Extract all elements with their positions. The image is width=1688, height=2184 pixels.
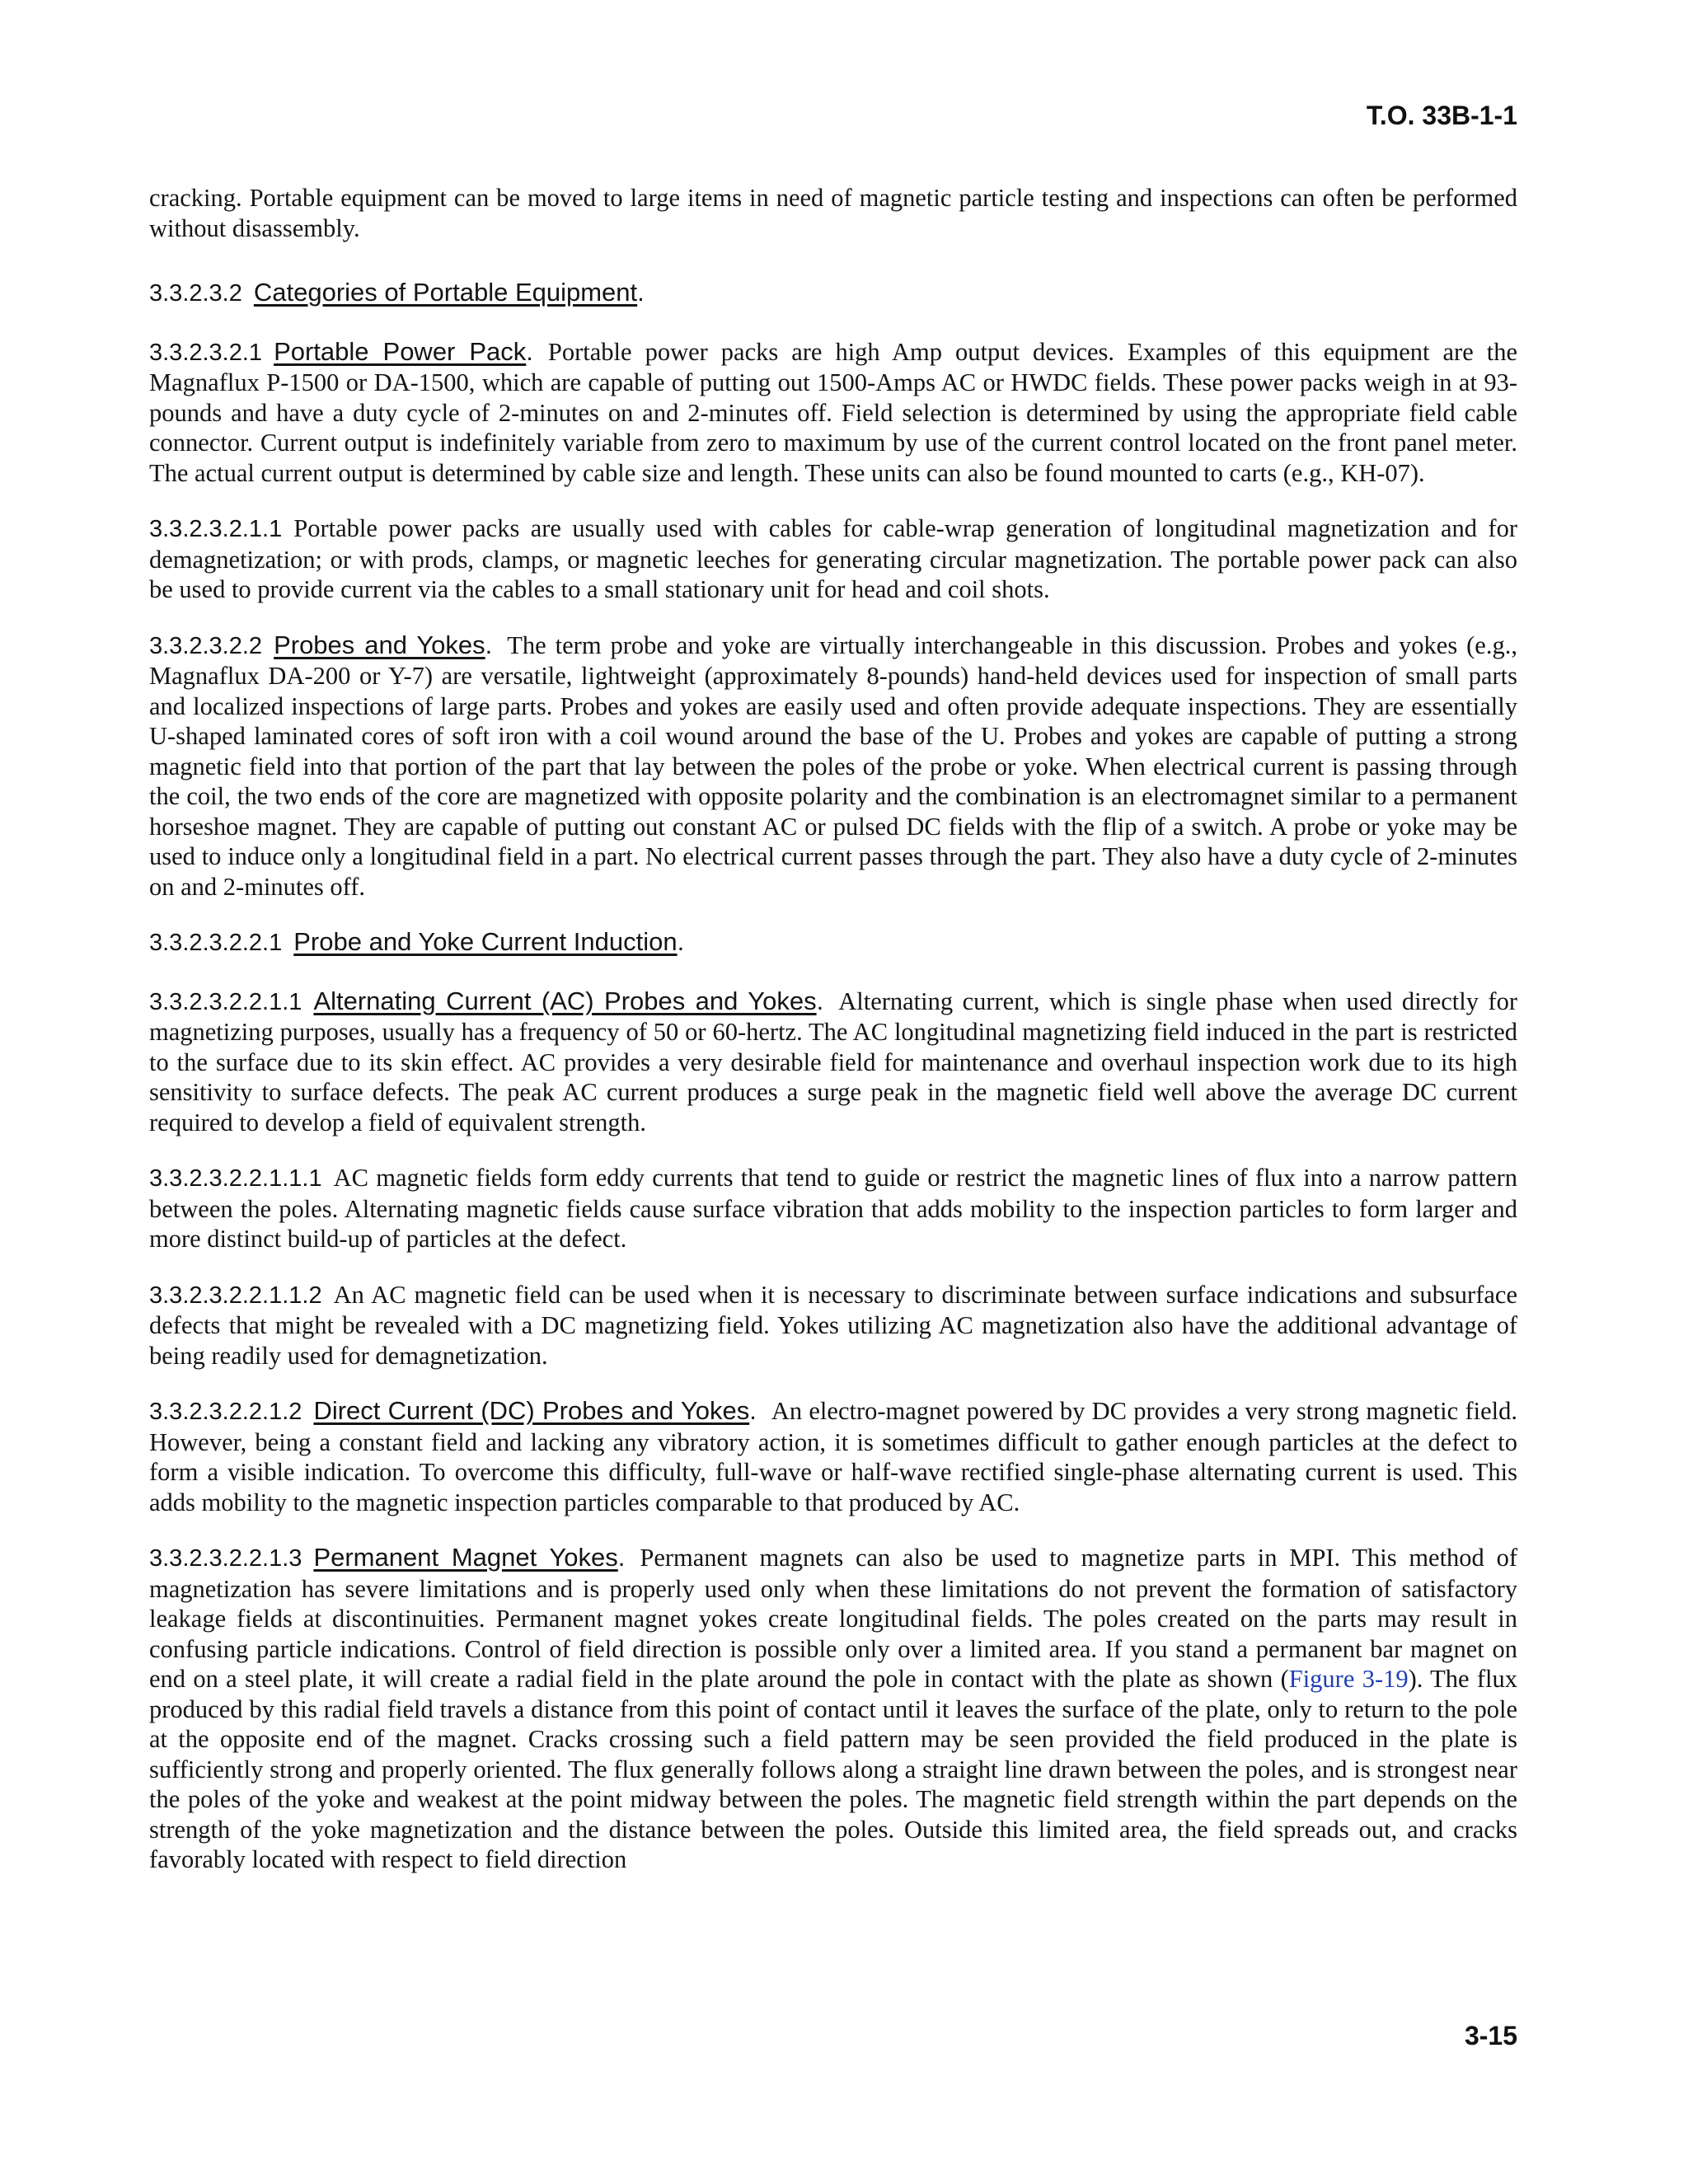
paragraph-text: Portable power packs are high Amp output devices. Examples of this equipment are the Magnaflux P-1500 or DA-1500, which are capable of putting out 1500-Amps AC or HWDC fields. These power packs weigh in at 93-pounds and have a duty cycle of 2-minutes on and 2-minutes off. Field selection is determined by using the appropriate field cable connector. Current output is indefinitely variable from zero to maximum by use of the current control located on the front panel meter. The actual current output is determined by cable size and length. These units can also be found mounted to carts (e.g., KH-07).	[149, 337, 1518, 487]
section-number: 3.3.2.3.2.2.1.1.2	[149, 1282, 322, 1309]
section-title-period: .	[617, 1543, 626, 1572]
paragraph-text: Alternating current, which is single phase when used directly for magnetizing purposes, usually has a frequency of 50 or 60-hertz. The AC longitudinal magnetizing field induced in the part is restricted to the surface due to its skin effect. AC provides a very desirable field for maintenance and overhaul inspection work due to its high sensitivity to surface defects. The peak AC current produces a surge peak in the magnetic field well above the average DC current required to develop a field of equivalent strength.	[149, 987, 1517, 1137]
section-title-period: .	[526, 336, 533, 366]
section-title-period: .	[637, 278, 645, 307]
section-title-period: .	[677, 927, 685, 956]
section-title: Probe and Yoke Current Induction	[293, 927, 678, 956]
section-title: Permanent Magnet Yokes	[313, 1543, 618, 1572]
paragraph-text: An electro-magnet powered by DC provides a very strong magnetic field. However, being a constant field and lacking any vibratory action, it is sometimes difficult to gather enough particles at the defect to form a visible indication. To overcome this difficulty, full-wave or half-wave rectified single-phase alternating current is used. This adds mobility to the magnetic inspection particles comparable to that produced by AC.	[149, 1397, 1517, 1516]
section-title: Direct Current (DC) Probes and Yokes	[313, 1396, 750, 1425]
document-body	[149, 183, 1517, 1900]
paragraph-dc-probes-and-yokes	[149, 1396, 1517, 1517]
paragraph-text: AC magnetic fields form eddy currents that tend to guide or restrict the magnetic lines of flux into a narrow pattern between the poles. Alternating magnetic fields cause surface vibration that adds mobility to the inspection particles to form larger and more distinct build-up of particles at the defect.	[149, 1164, 1517, 1253]
page-number-footer: 3-15	[1464, 2021, 1517, 2050]
paragraph-permanent-magnet-yokes	[149, 1543, 1517, 1875]
section-number: 3.3.2.3.2	[149, 280, 242, 307]
paragraph-text: Portable power packs are usually used with cables for cable-wrap generation of longitudinal magnetization and for demagnetization; or with prods, clamps, or magnetic leeches for generating circular magnetization. The portable power pack can also be used to provide current via the cables to a small stationary unit for head and coil shots.	[149, 514, 1517, 603]
section-heading-3-3-2-3-2	[149, 278, 1517, 309]
paragraph-3-3-2-3-2-1-1	[149, 513, 1517, 605]
section-title-period: .	[816, 986, 824, 1015]
section-number: 3.3.2.3.2.2	[149, 632, 263, 659]
paragraph-portable-power-pack	[149, 337, 1517, 489]
section-number: 3.3.2.3.2.2.1.3	[149, 1545, 302, 1572]
section-title: Categories of Portable Equipment	[253, 278, 638, 307]
section-number: 3.3.2.3.2.2.1.1.1	[149, 1165, 322, 1192]
paragraph-continuation: cracking. Portable equipment can be moved to large items in need of magnetic particle testing and inspections can often be performed without disassembly.	[149, 184, 1517, 242]
paragraph-ac-probes-and-yokes	[149, 987, 1517, 1138]
section-number: 3.3.2.3.2.2.1	[149, 930, 283, 956]
section-heading-3-3-2-3-2-2-1	[149, 927, 1517, 958]
section-number: 3.3.2.3.2.2.1.1	[149, 988, 302, 1015]
section-title-period: .	[485, 630, 493, 659]
paragraph-3-3-2-3-2-2-1-1-2	[149, 1280, 1517, 1371]
figure-3-19-link[interactable]: Figure 3-19	[1288, 1665, 1409, 1693]
section-title: Portable Power Pack	[274, 336, 527, 366]
section-title: Probes and Yokes	[274, 630, 485, 659]
section-title-period: .	[749, 1396, 757, 1425]
paragraph-text-part-a: Permanent magnets can also be used to magnetize parts in MPI. This method of magnetization has severe limitations and is properly used only when these limitations do not prevent the formation of satisfactory leakage fields at discontinuities. Permanent magnet yokes create longitudinal fields. The poles created on the parts may result in confusing particle indications. Control of field direction is possible only over a limited area. If you stand a permanent bar magnet on end on a steel plate, it will create a radial field in the plate around the pole in contact with the plate as shown (	[149, 1544, 1517, 1693]
paragraph-probes-and-yokes	[149, 630, 1517, 902]
document-id-header: T.O. 33B-1-1	[1366, 101, 1517, 130]
paragraph-text: The term probe and yoke are virtually interchangeable in this discussion. Probes and yokes (e.g., Magnaflux DA-200 or Y-7) are versatile, lightweight (approximately 8-pounds) hand-held devices used for inspection of small parts and localized inspections of large parts. Probes and yokes are easily used and often provide adequate inspections. They are essentially U-shaped laminated cores of soft iron with a coil wound around the base of the U. Probes and yokes are capable of putting a strong magnetic field into that portion of the part that lay between the poles of the probe or yoke. When electrical current is passing through the coil, the two ends of the core are magnetized with opposite polarity and the combination is an electromagnet similar to a permanent horseshoe magnet. They are capable of putting out constant AC or pulsed DC fields with the flip of a switch. A probe or yoke may be used to induce only a longitudinal field in a part. No electrical current passes through the part. They also have a duty cycle of 2-minutes on and 2-minutes off.	[149, 630, 1517, 901]
section-title: Alternating Current (AC) Probes and Yokes	[313, 986, 817, 1015]
paragraph-text-part-b: ). The flux produced by this radial field travels a distance from this point of contact until it leaves the surface of the plate, only to return to the pole at the opposite end of the magnet. Cracks crossing such a field pattern may be seen provided the field produced in the plate is sufficiently strong and properly oriented. The flux generally follows along a straight line drawn between the poles, and is strongest near the poles of the yoke and weakest at the point midway between the poles. The magnetic field strength within the part depends on the strength of the yoke magnetization and the distance between the poles. Outside this limited area, the field spreads out, and cracks favorably located with respect to field direction	[149, 1665, 1518, 1873]
paragraph-3-3-2-3-2-2-1-1-1	[149, 1163, 1517, 1254]
paragraph-text: An AC magnetic field can be used when it is necessary to discriminate between surface indications and subsurface defects that might be revealed with a DC magnetizing field. Yokes utilizing AC magnetization also have the additional advantage of being readily used for demagnetization.	[149, 1280, 1517, 1370]
section-number: 3.3.2.3.2.1	[149, 339, 263, 366]
section-number: 3.3.2.3.2.1.1	[149, 516, 283, 542]
section-number: 3.3.2.3.2.2.1.2	[149, 1399, 302, 1425]
